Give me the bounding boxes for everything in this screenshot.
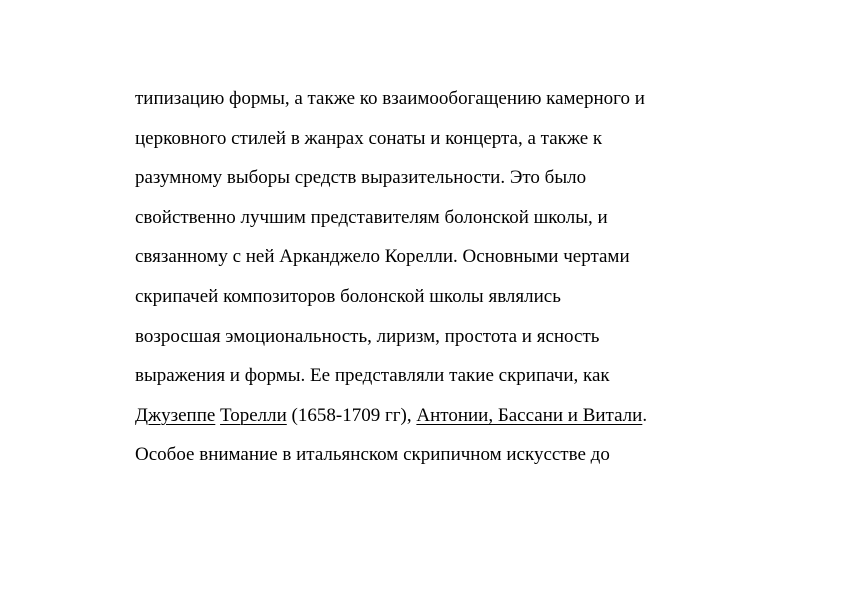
link-torelli[interactable]: Торелли bbox=[220, 404, 287, 426]
text-line: связанному с ней Арканджело Корелли. Основными чертами bbox=[135, 246, 630, 268]
line-end-period: . bbox=[642, 404, 648, 426]
text-line: скрипачей композиторов болонской школы являлись bbox=[135, 285, 561, 307]
link-antonii-bassani-vitali[interactable]: Антонии, Бассани и Витали bbox=[416, 404, 643, 426]
text-line: церковного стилей в жанрах сонаты и концерта, а также к bbox=[135, 127, 603, 149]
years-text: (1658-1709 гг), bbox=[286, 404, 417, 426]
text-line: свойственно лучшим представителям болонской школы, и bbox=[135, 206, 608, 228]
text-line-with-links bbox=[135, 401, 775, 441]
text-line: типизацию формы, а также ко взаимообогащению камерного и bbox=[135, 88, 645, 109]
text-line: Особое внимание в итальянском скрипичном искусстве до bbox=[135, 444, 610, 466]
body-text bbox=[135, 84, 775, 480]
text-line: выражения и формы. Ее представляли такие скрипачи, как bbox=[135, 365, 610, 387]
link-giuseppe[interactable]: Джузеппе bbox=[135, 404, 216, 426]
text-line: разумному выборы средств выразительности. Это было bbox=[135, 167, 587, 189]
text-line: возросшая эмоциональность, лиризм, простота и ясность bbox=[135, 325, 600, 347]
